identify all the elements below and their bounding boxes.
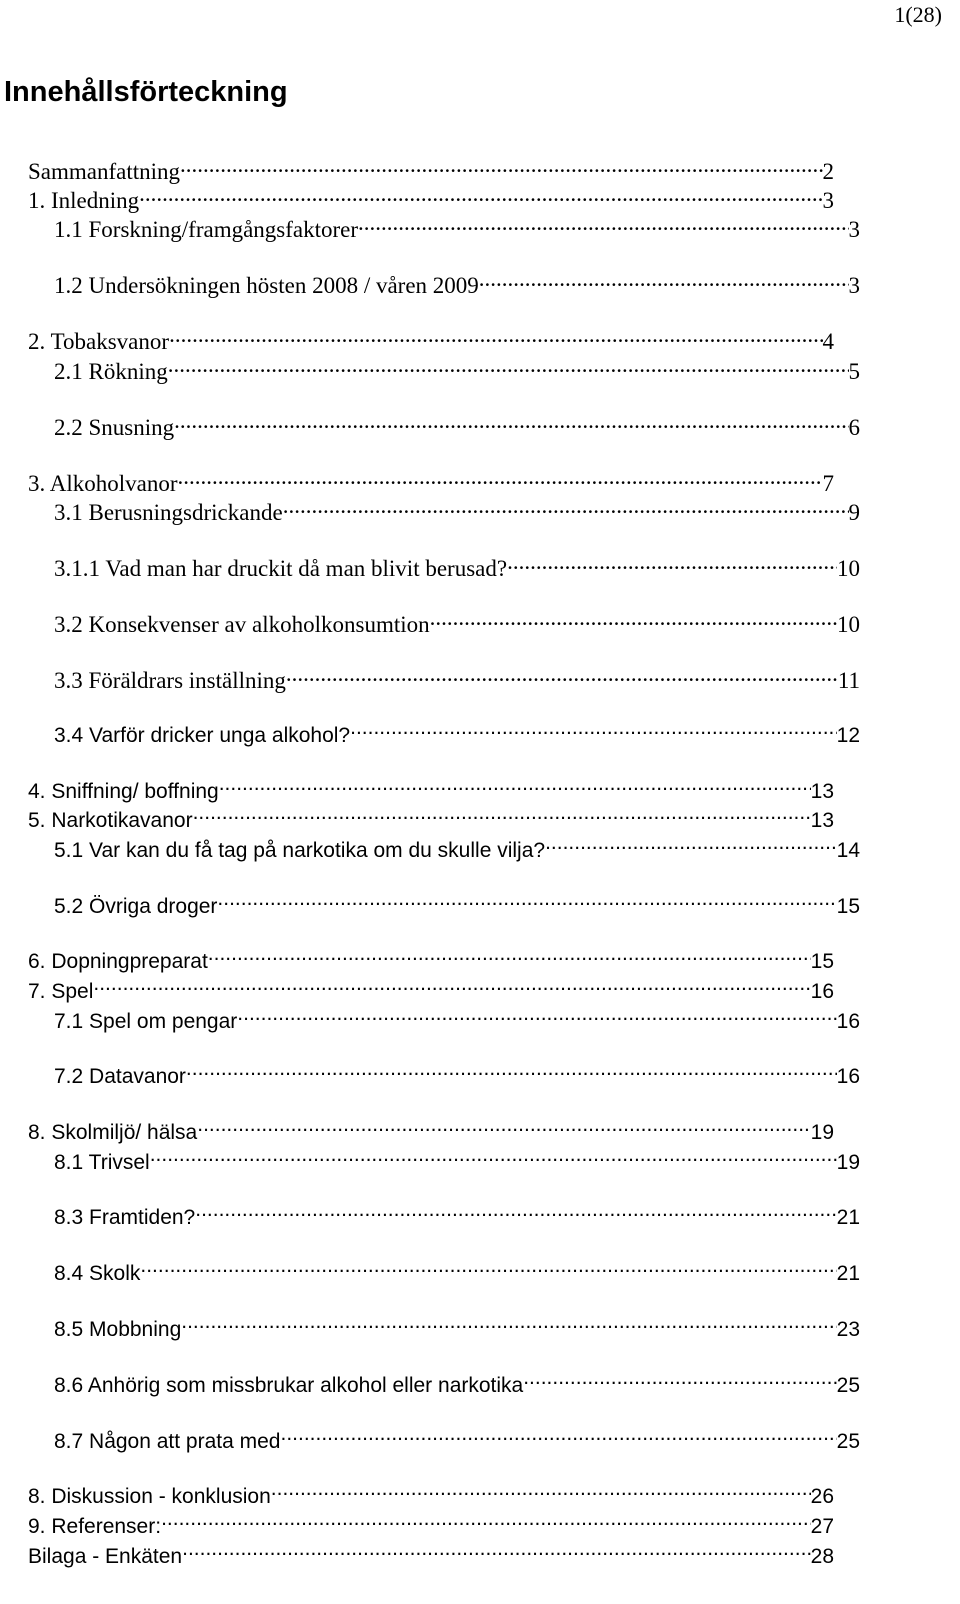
toc-leader [161, 1510, 811, 1533]
toc-entry-page: 12 [836, 724, 860, 748]
toc-entry-label: 5.2 Övriga droger [54, 895, 218, 919]
toc-entry-page: 6 [848, 415, 860, 441]
toc-entry-page: 13 [810, 780, 834, 804]
toc-entry-label: 3.1 Berusningsdrickande [54, 500, 283, 526]
toc-entry-page: 26 [810, 1485, 834, 1509]
toc-leader [217, 890, 836, 913]
toc-entry-page: 2 [822, 159, 834, 185]
toc-entry-label: Sammanfattning [28, 159, 181, 185]
toc-entry-label: 8.3 Framtiden? [54, 1206, 196, 1230]
toc-leader [169, 324, 822, 349]
toc-entry[interactable] [0, 410, 860, 442]
toc-entry[interactable] [0, 324, 834, 356]
toc-entry[interactable] [0, 1425, 860, 1456]
toc-entry-label: 7.2 Datavanor [54, 1065, 186, 1089]
toc-entry[interactable] [0, 834, 860, 865]
toc-entry[interactable] [0, 775, 834, 806]
toc-entry-page: 7 [822, 471, 834, 497]
toc-entry-label: 2.2 Snusning [54, 415, 175, 441]
toc-leader [545, 834, 837, 857]
toc-leader [523, 1369, 836, 1392]
toc-entry-page: 14 [836, 839, 860, 863]
toc-entry[interactable] [0, 1201, 860, 1232]
toc-leader [174, 410, 848, 435]
toc-entry-label: 2. Tobaksvanor [28, 329, 170, 355]
toc-entry-page: 11 [837, 668, 860, 694]
toc-entry-label: Bilaga - Enkäten [28, 1545, 183, 1569]
toc-entry[interactable] [0, 154, 834, 186]
toc-leader [178, 466, 823, 491]
toc-leader [208, 945, 811, 968]
toc-entry-label: 3.1.1 Vad man har druckit då man blivit berusad? [54, 556, 508, 582]
toc-leader [430, 607, 837, 632]
toc-entry-label: 2.1 Rökning [54, 359, 168, 385]
toc-entry-label: 7. Spel [28, 980, 94, 1004]
toc-leader [350, 719, 837, 742]
page-number: 1(28) [894, 2, 942, 27]
toc-entry[interactable] [0, 1480, 834, 1511]
toc-entry-label: 5.1 Var kan du få tag på narkotika om du skulle vilja? [54, 839, 546, 863]
toc-entry-page: 19 [836, 1151, 860, 1175]
toc-leader [479, 268, 849, 293]
toc-entry-label: 8.7 Någon att prata med [54, 1430, 281, 1454]
toc-entry[interactable] [0, 354, 860, 386]
toc-entry[interactable] [0, 183, 834, 215]
toc-entry-label: 3. Alkoholvanor [28, 471, 178, 497]
toc-heading: Innehållsförteckning [4, 76, 288, 108]
toc-leader [283, 495, 849, 520]
toc-entry-label: 6. Dopningpreparat [28, 950, 208, 974]
toc-entry-page: 27 [810, 1515, 834, 1539]
toc-entry-page: 21 [836, 1206, 860, 1230]
toc-entry-page: 23 [836, 1318, 860, 1342]
toc-entry-label: 3.3 Föräldrars inställning [54, 668, 286, 694]
toc-leader [193, 804, 811, 827]
toc-entry-page: 5 [848, 359, 860, 385]
toc-entry-label: 3.2 Konsekvenser av alkoholkonsumtion [54, 612, 430, 638]
toc-entry-page: 25 [836, 1430, 860, 1454]
toc-entry-page: 10 [837, 556, 860, 582]
toc-entry[interactable] [0, 1116, 834, 1147]
toc-leader [286, 663, 838, 688]
toc-entry[interactable] [0, 551, 860, 583]
toc-leader [93, 975, 810, 998]
toc-entry[interactable] [0, 607, 860, 639]
toc-entry[interactable] [0, 466, 834, 498]
toc-leader [237, 1005, 836, 1028]
toc-leader [140, 1257, 836, 1280]
toc-entry[interactable] [0, 495, 860, 527]
toc-entry[interactable] [0, 1005, 860, 1036]
toc-entry-label: 8.6 Anhörig som missbrukar alkohol eller narkotika [54, 1374, 524, 1398]
toc-entry-page: 25 [836, 1374, 860, 1398]
toc-entry[interactable] [0, 1313, 860, 1344]
toc-entry-page: 4 [822, 329, 834, 355]
toc-entry-label: 8. Skolmiljö/ hälsa [28, 1121, 198, 1145]
toc-entry-label: 8.1 Trivsel [54, 1151, 150, 1175]
toc-entry-label: 5. Narkotikavanor [28, 809, 193, 833]
toc-entry-page: 16 [810, 980, 834, 1004]
toc-entry-label: 8.4 Skolk [54, 1262, 141, 1286]
toc-entry-label: 1. Inledning [28, 188, 140, 214]
toc-entry-page: 15 [810, 950, 834, 974]
toc-entry-label: 1.1 Forskning/framgångsfaktorer [54, 217, 359, 243]
toc-entry-page: 10 [837, 612, 860, 638]
toc-entry[interactable] [0, 212, 860, 244]
toc-entry-label: 7.1 Spel om pengar [54, 1010, 238, 1034]
toc-entry-page: 16 [836, 1065, 860, 1089]
toc-entry-page: 16 [836, 1010, 860, 1034]
toc-leader [271, 1480, 811, 1503]
toc-entry-label: 8.5 Mobbning [54, 1318, 182, 1342]
toc-leader [180, 154, 822, 179]
toc-entry[interactable] [0, 663, 860, 695]
toc-entry-page: 3 [848, 217, 860, 243]
toc-entry[interactable] [0, 1369, 860, 1400]
toc-entry-label: 4. Sniffning/ boffning [28, 780, 219, 804]
toc-leader [197, 1116, 810, 1139]
toc-entry[interactable] [0, 268, 860, 300]
toc-leader [186, 1060, 837, 1083]
toc-leader [150, 1146, 837, 1169]
toc-entry-page: 15 [836, 895, 860, 919]
toc-leader [181, 1313, 836, 1336]
toc-entry[interactable] [0, 719, 860, 750]
toc-leader [219, 775, 811, 798]
toc-leader [168, 354, 849, 379]
toc-entry-page: 13 [810, 809, 834, 833]
toc-entry[interactable] [0, 804, 834, 835]
toc-entry-page: 3 [848, 273, 860, 299]
toc-leader [280, 1425, 836, 1448]
toc-entry-page: 19 [810, 1121, 834, 1145]
toc-entry[interactable] [0, 945, 834, 976]
toc-entry-label: 3.4 Varför dricker unga alkohol? [54, 724, 351, 748]
toc-entry-page: 28 [810, 1545, 834, 1569]
toc-entry[interactable] [0, 890, 860, 921]
toc-entry-label: 1.2 Undersökningen hösten 2008 / våren 2009 [54, 273, 479, 299]
toc-entry[interactable] [0, 1146, 860, 1177]
toc-entry-page: 9 [848, 500, 860, 526]
toc-entry-label: 9. Referenser: [28, 1515, 162, 1539]
toc-entry[interactable] [0, 1257, 860, 1288]
toc-entry[interactable] [0, 1060, 860, 1091]
toc-entry[interactable] [0, 1540, 834, 1571]
toc-leader [182, 1540, 811, 1563]
toc-entry-label: 8. Diskussion - konklusion [28, 1485, 271, 1509]
toc-entry[interactable] [0, 1510, 834, 1541]
toc-leader [195, 1201, 836, 1224]
toc-entry-page: 3 [822, 188, 834, 214]
toc-leader [507, 551, 837, 576]
toc-leader [139, 183, 822, 208]
toc-leader [358, 212, 848, 237]
toc-entry-page: 21 [836, 1262, 860, 1286]
toc-entry[interactable] [0, 975, 834, 1006]
